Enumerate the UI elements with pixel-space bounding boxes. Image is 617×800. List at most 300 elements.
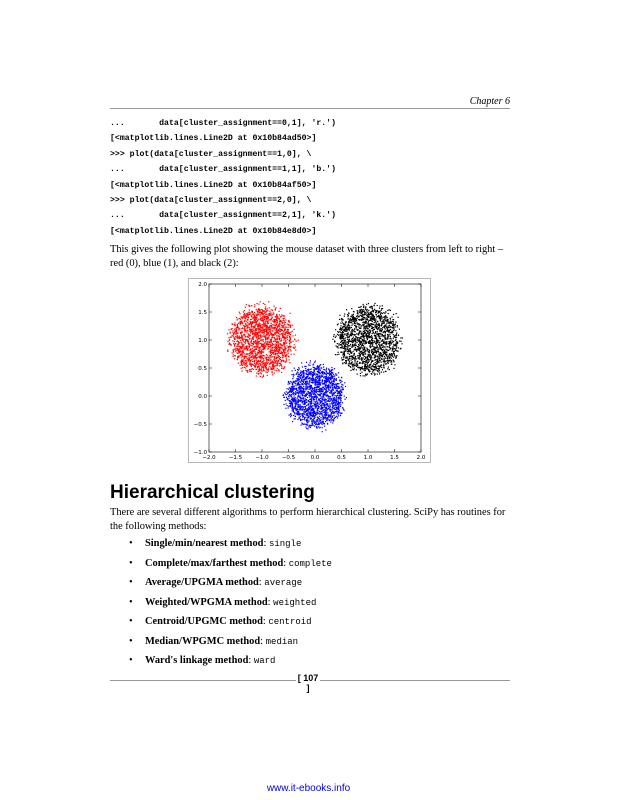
data-point <box>390 318 391 319</box>
data-point <box>311 368 312 369</box>
data-point <box>320 420 321 421</box>
data-point <box>277 353 278 354</box>
data-point <box>265 366 266 367</box>
data-point <box>360 315 361 316</box>
data-point <box>324 369 325 370</box>
data-point <box>361 360 362 361</box>
data-point <box>267 355 268 356</box>
data-point <box>350 327 351 328</box>
data-point <box>258 329 259 330</box>
data-point <box>357 318 358 319</box>
data-point <box>321 367 322 368</box>
data-point <box>379 342 380 343</box>
data-point <box>256 336 257 337</box>
data-point <box>281 347 282 348</box>
data-point <box>342 359 343 360</box>
data-point <box>279 311 280 312</box>
data-point <box>344 340 345 341</box>
data-point <box>367 333 368 334</box>
data-point <box>355 325 356 326</box>
data-point <box>337 343 338 344</box>
data-point <box>291 392 292 393</box>
data-point <box>245 340 246 341</box>
data-point <box>243 345 244 346</box>
data-point <box>271 315 272 316</box>
data-point <box>396 337 397 338</box>
data-point <box>308 391 309 392</box>
data-point <box>227 351 228 352</box>
data-point <box>254 326 255 327</box>
data-point <box>267 338 268 339</box>
data-point <box>332 409 333 410</box>
data-point <box>384 343 385 344</box>
data-point <box>396 334 397 335</box>
data-point <box>282 323 283 324</box>
data-point <box>393 338 394 339</box>
data-point <box>298 407 299 408</box>
data-point <box>259 332 260 333</box>
data-point <box>257 361 258 362</box>
data-point <box>333 420 334 421</box>
data-point <box>256 349 257 350</box>
data-point <box>278 333 279 334</box>
data-point <box>339 315 340 316</box>
scatter-chart <box>189 279 430 462</box>
data-point <box>273 320 274 321</box>
data-point <box>260 316 261 317</box>
data-point <box>347 314 348 315</box>
data-point <box>232 330 233 331</box>
data-point <box>275 362 276 363</box>
data-point <box>355 362 356 363</box>
data-point <box>365 335 366 336</box>
data-point <box>282 325 283 326</box>
data-point <box>314 362 315 363</box>
data-point <box>238 329 239 330</box>
data-point <box>372 340 373 341</box>
data-point <box>325 429 326 430</box>
data-point <box>286 391 287 392</box>
data-point <box>300 404 301 405</box>
data-point <box>240 346 241 347</box>
data-point <box>269 314 270 315</box>
data-point <box>263 375 264 376</box>
data-point <box>272 324 273 325</box>
data-point <box>250 352 251 353</box>
data-point <box>280 320 281 321</box>
data-point <box>256 309 257 310</box>
data-point <box>367 364 368 365</box>
data-point <box>304 400 305 401</box>
data-point <box>256 318 257 319</box>
data-point <box>394 336 395 337</box>
data-point <box>287 392 288 393</box>
data-point <box>393 344 394 345</box>
data-point <box>371 361 372 362</box>
data-point <box>277 342 278 343</box>
data-point <box>360 354 361 355</box>
data-point <box>237 356 238 357</box>
data-point <box>310 402 311 403</box>
data-point <box>239 352 240 353</box>
data-point <box>250 360 251 361</box>
data-point <box>280 327 281 328</box>
data-point <box>265 306 266 307</box>
data-point <box>372 308 373 309</box>
data-point <box>249 350 250 351</box>
data-point <box>384 313 385 314</box>
data-point <box>339 388 340 389</box>
data-point <box>293 381 294 382</box>
data-point <box>374 374 375 375</box>
data-point <box>246 354 247 355</box>
data-point <box>329 398 330 399</box>
data-point <box>299 368 300 369</box>
data-point <box>373 342 374 343</box>
data-point <box>397 343 398 344</box>
data-point <box>260 330 261 331</box>
data-point <box>288 324 289 325</box>
data-point <box>341 340 342 341</box>
data-point <box>263 311 264 312</box>
data-point <box>389 334 390 335</box>
data-point <box>365 364 366 365</box>
data-point <box>240 323 241 324</box>
data-point <box>391 343 392 344</box>
data-point <box>258 352 259 353</box>
data-point <box>393 324 394 325</box>
data-point <box>273 354 274 355</box>
data-point <box>242 359 243 360</box>
data-point <box>327 405 328 406</box>
data-point <box>372 351 373 352</box>
data-point <box>263 355 264 356</box>
data-point <box>302 409 303 410</box>
data-point <box>278 344 279 345</box>
data-point <box>385 348 386 349</box>
data-point <box>359 348 360 349</box>
data-point <box>361 306 362 307</box>
data-point <box>351 322 352 323</box>
data-point <box>232 352 233 353</box>
data-point <box>303 382 304 383</box>
data-point <box>363 335 364 336</box>
data-point <box>378 349 379 350</box>
data-point <box>356 345 357 346</box>
data-point <box>374 326 375 327</box>
data-point <box>262 346 263 347</box>
data-point <box>323 377 324 378</box>
data-point <box>247 365 248 366</box>
data-point <box>327 400 328 401</box>
data-point <box>257 347 258 348</box>
data-point <box>362 344 363 345</box>
data-point <box>319 411 320 412</box>
data-point <box>275 334 276 335</box>
data-point <box>381 341 382 342</box>
data-point <box>377 357 378 358</box>
data-point <box>379 362 380 363</box>
data-point <box>270 345 271 346</box>
data-point <box>341 319 342 320</box>
data-point <box>265 339 266 340</box>
data-point <box>322 416 323 417</box>
data-point <box>274 328 275 329</box>
data-point <box>389 360 390 361</box>
data-point <box>251 319 252 320</box>
data-point <box>288 327 289 328</box>
data-point <box>258 344 259 345</box>
data-point <box>360 307 361 308</box>
data-point <box>358 316 359 317</box>
data-point <box>355 319 356 320</box>
data-point <box>365 367 366 368</box>
data-point <box>343 338 344 339</box>
data-point <box>276 314 277 315</box>
data-point <box>362 315 363 316</box>
data-point <box>318 368 319 369</box>
data-point <box>237 318 238 319</box>
data-point <box>260 331 261 332</box>
data-point <box>239 312 240 313</box>
data-point <box>338 386 339 387</box>
data-point <box>353 345 354 346</box>
data-point <box>255 347 256 348</box>
data-point <box>300 418 301 419</box>
data-point <box>312 405 313 406</box>
data-point <box>332 394 333 395</box>
data-point <box>260 318 261 319</box>
data-point <box>288 359 289 360</box>
data-point <box>294 381 295 382</box>
data-point <box>346 346 347 347</box>
data-point <box>305 427 306 428</box>
data-point <box>342 402 343 403</box>
data-point <box>381 317 382 318</box>
data-point <box>386 320 387 321</box>
data-point <box>299 389 300 390</box>
data-point <box>345 342 346 343</box>
data-point <box>338 347 339 348</box>
data-point <box>306 410 307 411</box>
data-point <box>260 365 261 366</box>
data-point <box>235 343 236 344</box>
data-point <box>291 382 292 383</box>
data-point <box>383 340 384 341</box>
data-point <box>370 312 371 313</box>
data-point <box>382 305 383 306</box>
data-point <box>384 360 385 361</box>
data-point <box>360 309 361 310</box>
data-point <box>352 334 353 335</box>
data-point <box>363 349 364 350</box>
data-point <box>243 317 244 318</box>
data-point <box>338 354 339 355</box>
data-point <box>238 349 239 350</box>
data-point <box>253 341 254 342</box>
data-point <box>334 391 335 392</box>
data-point <box>340 335 341 336</box>
data-point <box>229 340 230 341</box>
data-point <box>259 351 260 352</box>
data-point <box>273 312 274 313</box>
data-point <box>290 339 291 340</box>
data-point <box>365 309 366 310</box>
data-point <box>304 391 305 392</box>
data-point <box>364 370 365 371</box>
data-point <box>272 334 273 335</box>
data-point <box>310 396 311 397</box>
data-point <box>282 335 283 336</box>
data-point <box>321 414 322 415</box>
data-point <box>371 355 372 356</box>
data-point <box>374 347 375 348</box>
data-point <box>282 334 283 335</box>
data-point <box>383 354 384 355</box>
data-point <box>358 346 359 347</box>
data-point <box>235 349 236 350</box>
data-point <box>285 338 286 339</box>
data-point <box>285 352 286 353</box>
data-point <box>322 389 323 390</box>
data-point <box>307 397 308 398</box>
data-point <box>335 409 336 410</box>
data-point <box>294 393 295 394</box>
data-point <box>300 370 301 371</box>
data-point <box>252 355 253 356</box>
data-point <box>265 314 266 315</box>
data-point <box>391 361 392 362</box>
data-point <box>384 346 385 347</box>
data-point <box>371 320 372 321</box>
data-point <box>290 414 291 415</box>
data-point <box>388 346 389 347</box>
data-point <box>331 402 332 403</box>
data-point <box>290 405 291 406</box>
data-point <box>253 322 254 323</box>
data-point <box>251 366 252 367</box>
data-point <box>337 417 338 418</box>
data-point <box>275 339 276 340</box>
data-point <box>326 391 327 392</box>
data-point <box>258 331 259 332</box>
data-point <box>281 329 282 330</box>
data-point <box>376 334 377 335</box>
data-point <box>336 380 337 381</box>
data-point <box>387 356 388 357</box>
data-point <box>376 328 377 329</box>
data-point <box>317 412 318 413</box>
data-point <box>269 366 270 367</box>
data-point <box>379 355 380 356</box>
data-point <box>374 303 375 304</box>
data-point <box>285 335 286 336</box>
data-point <box>266 365 267 366</box>
data-point <box>360 338 361 339</box>
data-point <box>346 309 347 310</box>
data-point <box>362 332 363 333</box>
data-point <box>305 368 306 369</box>
data-point <box>377 313 378 314</box>
data-point <box>345 386 346 387</box>
data-point <box>341 321 342 322</box>
data-point <box>255 319 256 320</box>
data-point <box>393 314 394 315</box>
data-point <box>261 362 262 363</box>
data-point <box>395 330 396 331</box>
data-point <box>370 347 371 348</box>
data-point <box>368 369 369 370</box>
data-point <box>266 331 267 332</box>
data-point <box>271 326 272 327</box>
data-point <box>258 343 259 344</box>
data-point <box>320 417 321 418</box>
code-line: ... data[cluster_assignment==0,1], 'r.') <box>110 119 337 128</box>
data-point <box>354 334 355 335</box>
data-point <box>268 327 269 328</box>
data-point <box>317 409 318 410</box>
data-point <box>368 303 369 304</box>
data-point <box>376 310 377 311</box>
data-point <box>360 348 361 349</box>
data-point <box>347 353 348 354</box>
data-point <box>363 307 364 308</box>
data-point <box>261 312 262 313</box>
data-point <box>285 319 286 320</box>
data-point <box>377 342 378 343</box>
data-point <box>244 342 245 343</box>
data-point <box>374 333 375 334</box>
data-point <box>383 345 384 346</box>
data-point <box>355 339 356 340</box>
data-point <box>340 347 341 348</box>
data-point <box>364 326 365 327</box>
data-point <box>355 349 356 350</box>
header-rule <box>110 108 510 109</box>
data-point <box>248 323 249 324</box>
data-point <box>320 364 321 365</box>
data-point <box>353 354 354 355</box>
data-point <box>270 332 271 333</box>
data-point <box>260 356 261 357</box>
data-point <box>296 413 297 414</box>
data-point <box>374 355 375 356</box>
data-point <box>318 413 319 414</box>
data-point <box>300 407 301 408</box>
data-point <box>387 362 388 363</box>
data-point <box>338 415 339 416</box>
data-point <box>384 331 385 332</box>
data-point <box>390 310 391 311</box>
data-point <box>364 343 365 344</box>
data-point <box>276 360 277 361</box>
data-point <box>326 407 327 408</box>
code-line: >>> plot(data[cluster_assignment==2,0], \ <box>110 195 312 205</box>
data-point <box>346 335 347 336</box>
data-point <box>349 345 350 346</box>
data-point <box>285 337 286 338</box>
data-point <box>254 314 255 315</box>
data-point <box>282 355 283 356</box>
data-point <box>316 388 317 389</box>
data-point <box>399 329 400 330</box>
data-point <box>256 313 257 314</box>
data-point <box>353 337 354 338</box>
data-point <box>305 414 306 415</box>
data-point <box>278 335 279 336</box>
data-point <box>389 327 390 328</box>
data-point <box>277 330 278 331</box>
